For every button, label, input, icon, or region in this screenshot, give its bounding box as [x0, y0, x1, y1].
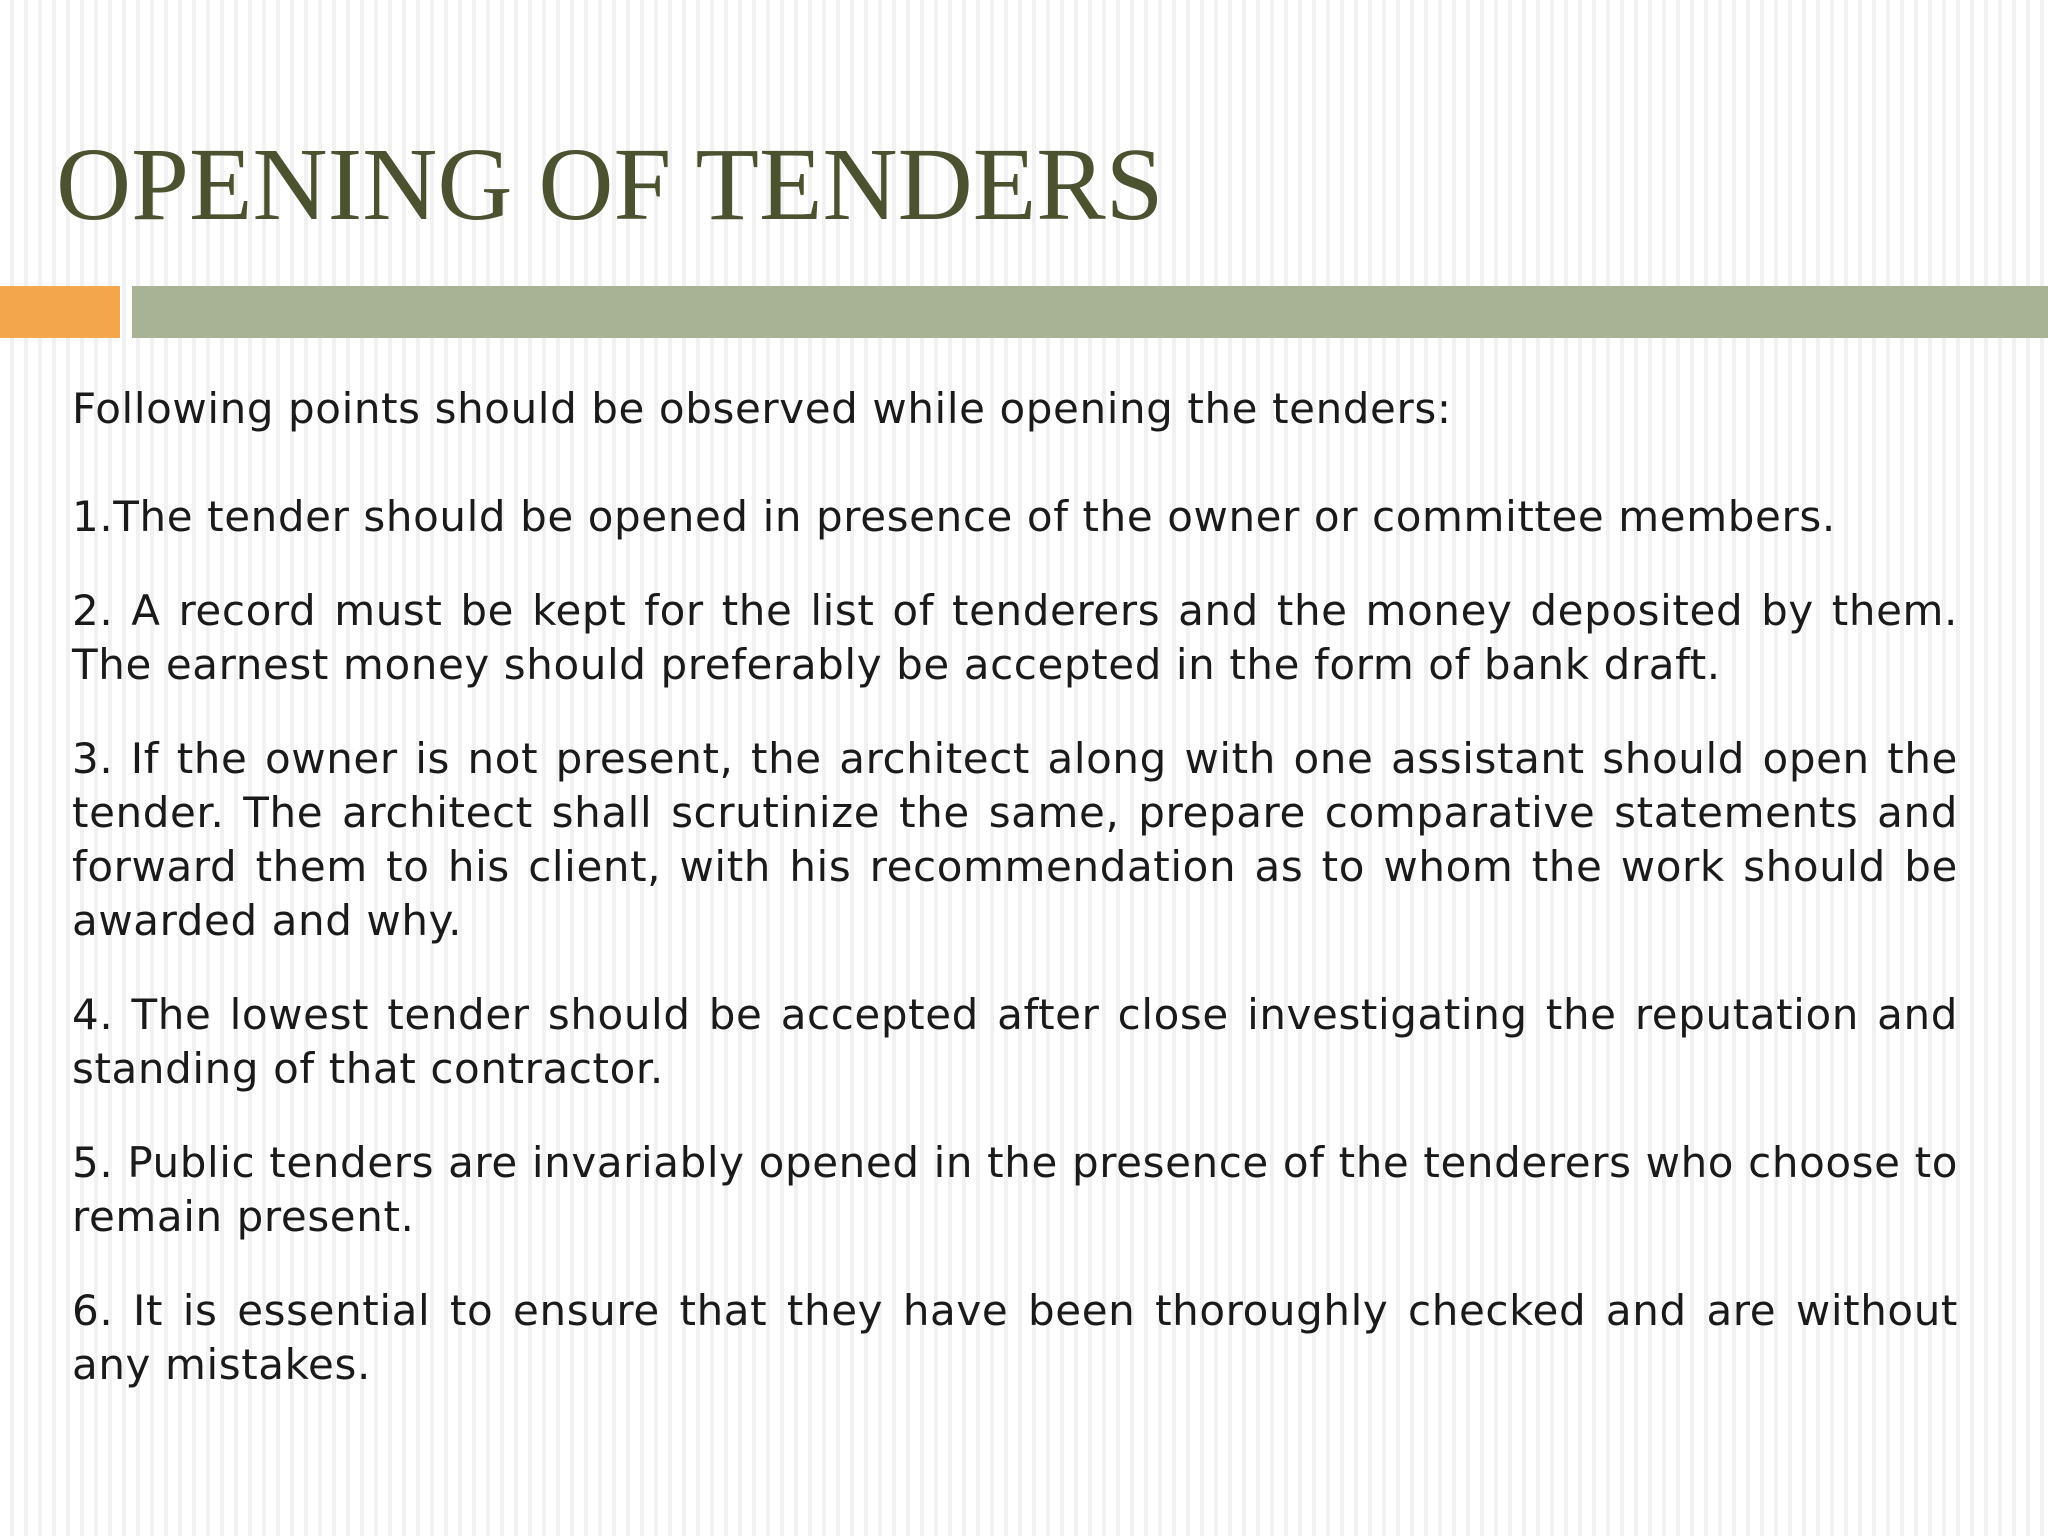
point-6: 6. It is essential to ensure that they have been thoroughly checked and are without any mistakes. [72, 1286, 1958, 1389]
point-2: 2. A record must be kept for the list of tenderers and the money deposited by them. The earnest money should preferably be accepted in the form of bank draft. [72, 586, 1958, 689]
point-3: 3. If the owner is not present, the architect along with one assistant should open the tender. The architect shall scrutinize the same, prepare comparative statements and forward them to his client, with his recommendation as to whom the work should be awarded and why. [72, 734, 1958, 945]
accent-bar-orange [0, 286, 120, 338]
point-4: 4. The lowest tender should be accepted after close investigating the reputation and standing of that contractor. [72, 990, 1958, 1093]
point-5: 5. Public tenders are invariably opened in the presence of the tenderers who choose to remain present. [72, 1138, 1958, 1241]
point-1: 1.The tender should be opened in presence of the owner or committee members. [72, 492, 1836, 541]
accent-bar-green [132, 286, 2048, 338]
intro-text: Following points should be observed while opening the tenders: [72, 384, 1452, 433]
slide-body [72, 382, 1958, 1432]
slide-title: OPENING OF TENDERS [56, 127, 1164, 242]
